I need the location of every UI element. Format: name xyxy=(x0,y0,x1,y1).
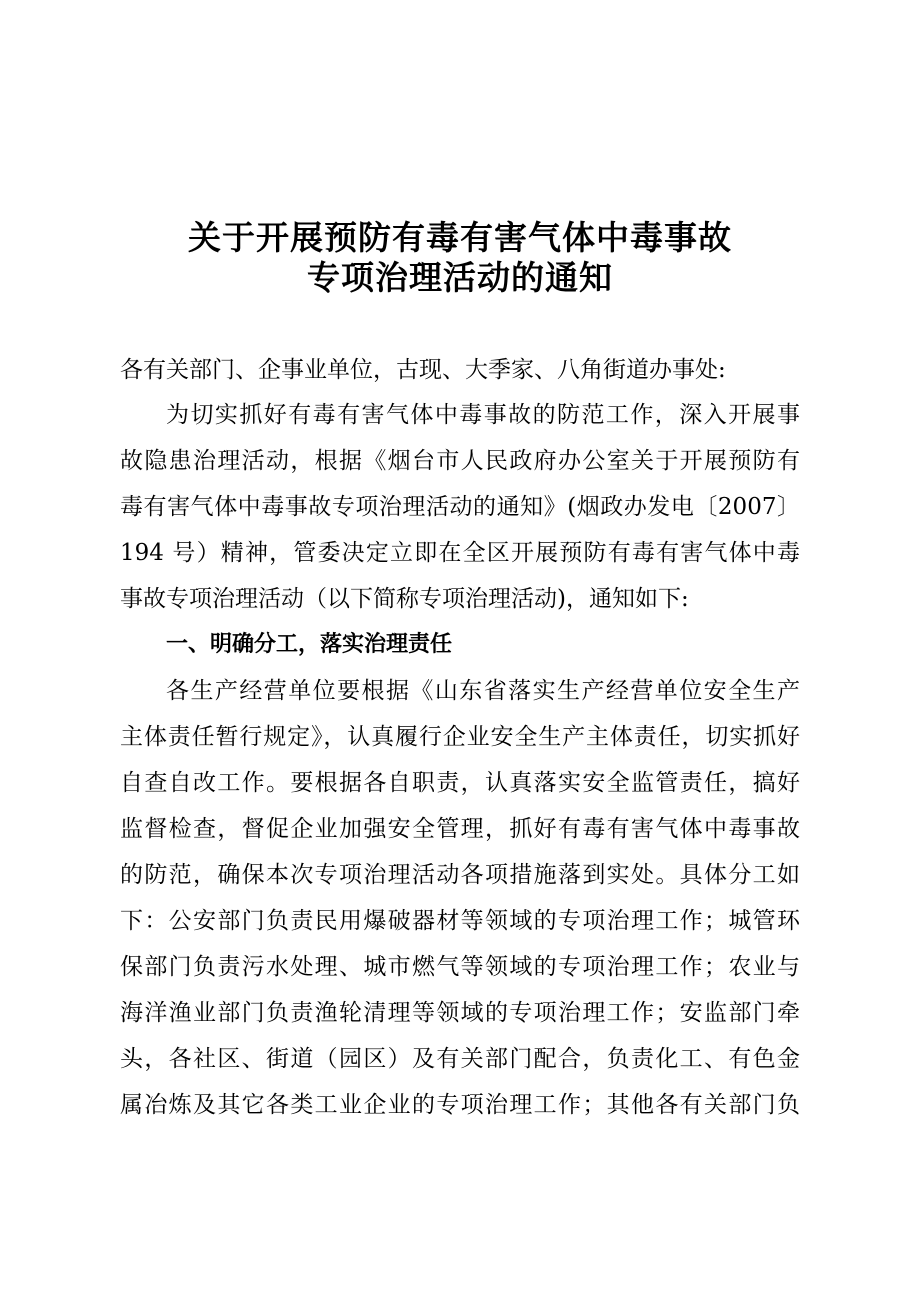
paragraph-2-line: 下：公安部门负责民用爆破器材等领域的专项治理工作；城管环 xyxy=(120,908,800,934)
paragraph-2-line: 的防范，确保本次专项治理活动各项措施落到实处。具体分工如 xyxy=(120,862,800,888)
paragraph-1-line: 故隐患治理活动，根据《烟台市人民政府办公室关于开展预防有 xyxy=(120,448,800,474)
paragraph-1-line: 毒有害气体中毒事故专项治理活动的通知》(烟政办发电〔2007〕 xyxy=(120,494,800,520)
paragraph-2-line: 保部门负责污水处理、城市燃气等领域的专项治理工作；农业与 xyxy=(120,954,800,980)
paragraph-1-line: 为切实抓好有毒有害气体中毒事故的防范工作，深入开展事 xyxy=(166,402,800,428)
document-title-line-2: 专项治理活动的通知 xyxy=(307,258,613,297)
paragraph-2-line: 自查自改工作。要根据各自职责，认真落实安全监管责任，搞好 xyxy=(120,770,800,796)
paragraph-2-line: 监督检查，督促企业加强安全管理，抓好有毒有害气体中毒事故 xyxy=(120,816,800,842)
paragraph-1-line: 194 号）精神，管委决定立即在全区开展预防有毒有害气体中毒 xyxy=(120,540,800,566)
paragraph-1-line: 事故专项治理活动（以下简称专项治理活动)，通知如下: xyxy=(120,586,689,612)
paragraph-2-line: 属冶炼及其它各类工业企业的专项治理工作；其他各有关部门负 xyxy=(120,1092,800,1118)
document-title-line-1: 关于开展预防有毒有害气体中毒事故 xyxy=(188,218,732,257)
paragraph-2-line: 头，各社区、街道（园区）及有关部门配合，负责化工、有色金 xyxy=(120,1046,800,1072)
paragraph-2-line: 主体责任暂行规定》，认真履行企业安全生产主体责任，切实抓好 xyxy=(120,724,800,750)
section-1-heading: 一、明确分工，落实治理责任 xyxy=(166,632,453,657)
paragraph-2-line: 各生产经营单位要根据《山东省落实生产经营单位安全生产 xyxy=(166,678,800,704)
paragraph-2-line: 海洋渔业部门负责渔轮清理等领域的专项治理工作；安监部门牵 xyxy=(120,1000,800,1026)
salutation: 各有关部门、企事业单位，古现、大季家、八角街道办事处: xyxy=(120,357,726,383)
